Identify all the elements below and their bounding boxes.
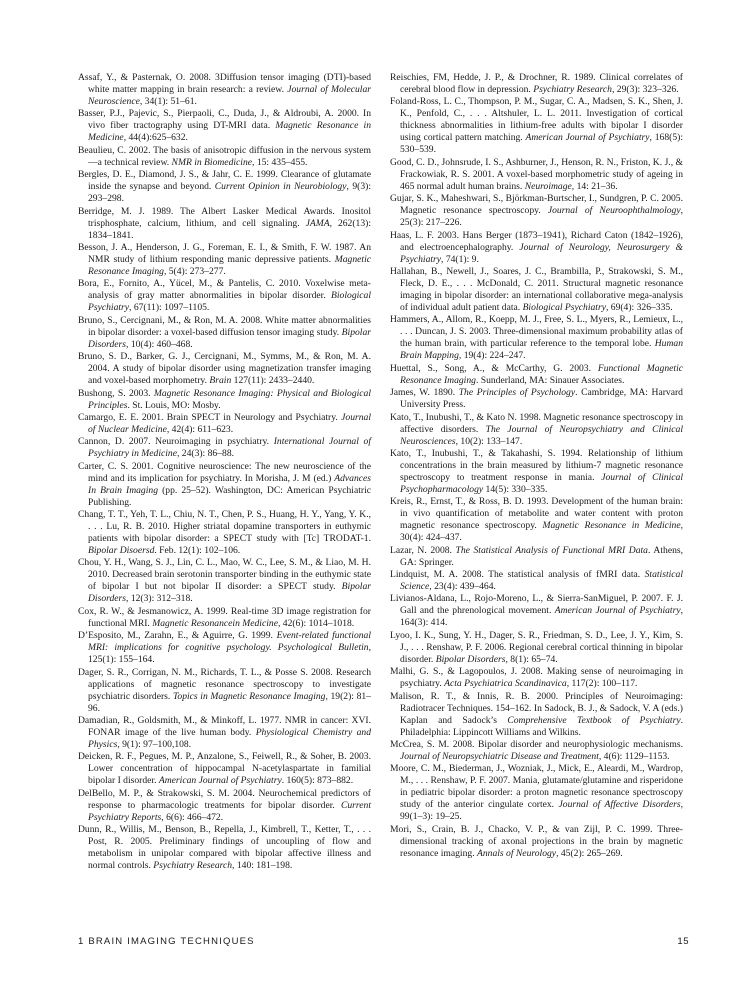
reference-citation-details: , 19(2): 81–96. — [88, 690, 371, 714]
reference-text: McCrea, S. M. 2008. Bipolar disorder and neurophysiologic mechanisms. — [390, 739, 683, 751]
reference-source-italic: Event-related functional MRI: implications for cognitive psychology. Psychological Bulletin — [88, 630, 372, 654]
page-footer — [78, 936, 689, 950]
reference-citation-details: , 42(4): 611–623. — [166, 423, 234, 435]
reference-entry — [390, 412, 683, 448]
reference-source-italic: Magnetic Resonance in Medicine — [88, 120, 372, 144]
reference-citation-details: , 23(4): 439–464. — [429, 581, 496, 593]
reference-citation-details: , 8(1): 65–74. — [505, 653, 558, 665]
reference-citation-details: . Philadelphia: Lippincott Williams and Wilkins. — [400, 714, 683, 738]
reference-source-italic: Journal of Affective Disorders — [558, 799, 681, 811]
reference-text: Dunn, R., Willis, M., Benson, B., Repella, J., Kimbrell, T., Ketter, T., . . . Post, R. 2005. Preliminary findings of uncoupling of flow and metabolism in unipolar compared with bipolar affective illness and normal controls. — [78, 824, 371, 872]
reference-entry — [390, 739, 683, 763]
reference-source-italic: Psychiatry Research — [533, 84, 612, 95]
reference-source-italic: American Journal of Psychiatry — [158, 775, 282, 787]
reference-entry — [390, 824, 683, 860]
page-number: 15 — [677, 936, 689, 947]
reference-entry — [390, 363, 683, 387]
reference-text: Bruno, S., Cercignani, M., & Ron, M. A. 2008. White matter abnormalities in bipolar disorder: a voxel-based diffusion tensor imaging study. — [78, 314, 371, 338]
reference-citation-details: , 42(6): 1014–1018. — [277, 617, 355, 629]
reference-entry — [78, 145, 371, 169]
reference-text: Camargo, E. E. 2001. Brain SPECT in Neurology and Psychiatry. — [78, 411, 342, 423]
reference-source-italic: Bipolar Disoersd — [88, 545, 155, 557]
reference-citation-details: , 14: 21–36. — [571, 180, 618, 192]
reference-source-italic: The Principles of Psychology — [458, 387, 576, 399]
reference-source-italic: Journal of Neuroophthalmology — [547, 205, 681, 217]
reference-citation-details: 127(11): 2433–2440. — [231, 375, 315, 387]
reference-entry — [78, 315, 371, 351]
reference-citation-details: , 15: 435–455. — [252, 156, 308, 168]
reference-source-italic: Functional Magnetic Resonance Imaging — [400, 362, 683, 386]
reference-source-italic: Psychiatry Research — [153, 860, 233, 872]
reference-citation-details: , 19(4): 224–247. — [458, 350, 526, 362]
reference-text: Kato, T., Inubushi, T., & Takahashi, S. 1994. Relationship of lithium concentrations in the brain measured by lithium-7 magnetic resonance spectroscopy to treatment response in mania. — [390, 447, 683, 483]
reference-entry — [78, 715, 371, 751]
reference-entry — [78, 351, 371, 387]
reference-text: Lazar, N. 2008. — [390, 544, 456, 556]
reference-source-italic: Comprehensive Textbook of Psychiatry — [507, 714, 681, 726]
reference-entry — [390, 593, 683, 629]
reference-entry — [390, 666, 683, 690]
reference-text: Kato, T., Inubushi, T., & Kato N. 1998. Magnetic resonance spectroscopy in affective disorders. — [390, 411, 683, 435]
reference-entry — [78, 824, 371, 872]
reference-entry — [390, 545, 683, 569]
reference-citation-details: , 34(1): 51–61. — [139, 96, 197, 107]
reference-citation-details: , 12(3): 312–318. — [126, 593, 193, 605]
reference-source-italic: Acta Psychiatrica Scandinavica — [444, 678, 567, 690]
reference-entry — [78, 388, 371, 412]
reference-entry — [390, 157, 683, 193]
reference-entry — [390, 96, 683, 156]
reference-source-italic: Biological Psychiatry — [88, 290, 371, 314]
reference-entry — [78, 630, 371, 666]
reference-citation-details: 14(5): 330–335. — [483, 483, 548, 495]
reference-entry — [78, 436, 371, 460]
reference-citation-details: , 9(3): 293–298. — [88, 181, 371, 205]
reference-text: Mori, S., Crain, B. J., Chacko, V. P., & van Zijl, P. C. 1999. Three-dimensional tracking of axonal projections in the brain by magnetic resonance imaging. — [390, 823, 683, 859]
reference-text: Bruno, S. D., Barker, G. J., Cercignani, M., Symms, M., & Ron, M. A. 2004. A study of bipolar disorder using magnetization transfer imaging and voxel-based morphometry. — [78, 351, 371, 387]
reference-source-italic: JAMA — [305, 217, 330, 229]
reference-citation-details: . St. Louis, MO: Mosby. — [127, 399, 221, 411]
running-footer-chapter: 1 BRAIN IMAGING TECHNIQUES — [78, 936, 255, 947]
reference-text: Reischies, FM, Hedde, J. P., & Drochner, R. 1989. Clinical correlates of cerebral blood flow in depression. — [390, 72, 683, 95]
reference-source-italic: Bipolar Disorders — [88, 326, 371, 350]
reference-entry — [390, 763, 683, 823]
reference-entry — [78, 509, 371, 557]
reference-source-italic: Current Opinion in Neurobiology — [214, 181, 347, 193]
reference-source-italic: NMR in Biomedicine — [171, 156, 253, 168]
reference-text: Moore, C. M., Biederman, J., Wozniak, J., Mick, E., Aleardi, M., Wardrop, M., . . . Renshaw, P. F. 2007. Mania, glutamate/glutamine and risperidone in pediatric bipolar disorder: a proton magnetic resonance spectroscopy study of the anterior cingulate cortex. — [390, 763, 683, 811]
reference-entry — [390, 387, 683, 411]
reference-source-italic: Human Brain Mapping — [400, 338, 683, 362]
reference-text: Damadian, R., Goldsmith, M., & Minkoff, L. 1977. NMR in cancer: XVI. FONAR image of the live human body. — [78, 715, 371, 739]
reference-text: Dager, S. R., Corrigan, N. M., Richards, T. L., & Posse S. 2008. Research applications of magnetic resonance spectroscopy to investigate psychiatric disorders. — [78, 666, 371, 702]
reference-source-italic: Physiological Chemistry and Physics — [88, 727, 372, 751]
reference-text: Chang, T. T., Yeh, T. L., Chiu, N. T., Chen, P. S., Huang, H. Y., Yang, Y. K., . . . Lu, R. B. 2010. Higher striatal dopamine transporters in euthymic patients with bipolar disorder: a SPECT study with [Tc] TRODAT-1. — [78, 509, 371, 545]
reference-entry — [390, 314, 683, 362]
reference-entry — [78, 606, 371, 630]
reference-source-italic: Magnetic Resonance Imaging: Physical and Biological Principles — [88, 387, 371, 411]
reference-citation-details: . 160(5): 873–882. — [281, 775, 354, 787]
reference-text: Carter, C. S. 2001. Cognitive neuroscience: The new neuroscience of the mind and its implication for psychiatry. In Morisha, J. M (ed.) — [78, 460, 371, 484]
reference-citation-details: , 99(1–3): 19–25. — [400, 799, 683, 823]
reference-text: Gujar, S. K., Maheshwari, S., Björkman-Burtscher, I., Sundgren, P. C. 2005. Magnetic resonance spectroscopy. — [390, 193, 683, 217]
reference-text: Bushong, S. 2003. — [78, 387, 154, 399]
reference-citation-details: , 29(3): 323–326. — [611, 84, 679, 95]
reference-citation-details: . Feb. 12(1): 102–106. — [154, 545, 241, 557]
reference-source-italic: American Journal of Psychiatry — [525, 132, 650, 144]
reference-citation-details: , 74(1): 9. — [441, 253, 479, 265]
reference-source-italic: Current Psychiatry Reports — [88, 799, 371, 823]
reference-text: Chou, Y. H., Wang, S. J., Lin, C. L., Mao, W. C., Lee, S. M., & Liao, M. H. 2010. Decreased brain serotonin transporter binding in the euthymic state of bipolar I but not bipolar II disorder: a SPECT study. — [78, 557, 371, 593]
reference-entry — [78, 461, 371, 509]
reference-citation-details: , 125(1): 155–164. — [88, 642, 371, 666]
reference-citation-details: . Sunderland, MA: Sinauer Associates. — [475, 374, 625, 386]
reference-text: Basser, P.J., Pajevic, S., Pierpaoli, C., Duda, J., & Aldroubi, A. 2000. In vivo fiber tractography using DT-MRI data. — [78, 108, 371, 132]
reference-citation-details: , 44(4):625–632. — [123, 132, 188, 144]
reference-entry — [390, 691, 683, 739]
reference-text: Hallahan, B., Newell, J., Soares, J. C., Brambilla, P., Strakowski, S. M., Fleck, D. E., . . . McDonald, C. 2011. Structural magnetic resonance imaging in bipolar disorder: an international collaborative mega-analysis of individual adult patient data. — [390, 265, 683, 313]
reference-entry — [78, 278, 371, 314]
reference-column-right — [390, 72, 683, 860]
reference-source-italic: American Journal of Psychiatry — [554, 605, 681, 617]
reference-source-italic: Neuroimage — [524, 180, 572, 192]
reference-entry — [78, 751, 371, 787]
reference-entry — [390, 569, 683, 593]
reference-source-italic: Journal of Clinical Psychopharmacology — [400, 471, 683, 495]
reference-citation-details: , 164(3): 414. — [400, 605, 683, 629]
reference-citation-details: , 30(4): 424–437. — [400, 520, 683, 544]
reference-citation-details: , 117(2): 100–117. — [566, 678, 638, 690]
reference-text: Kreis, R., Ernst, T., & Ross, B. D. 1993. Development of the human brain: in vivo quantification of metabolite and water content with proton magnetic resonance spectroscopy. — [390, 496, 683, 532]
reference-text: Beaulieu, C. 2002. The basis of anisotropic diffusion in the nervous system—a technical review. — [78, 144, 371, 168]
reference-entry — [78, 242, 371, 278]
reference-entry — [390, 193, 683, 229]
reference-source-italic: The Statistical Analysis of Functional MRI Data — [455, 544, 648, 556]
reference-text: Hammers, A., Allom, R., Koepp, M. J., Free, S. L., Myers, R., Lemieux, L., . . . Duncan, J. S. 2003. Three-dimensional maximum probability atlas of the human brain, with particular reference to the temporal lobe. — [390, 314, 683, 350]
reference-entry — [390, 448, 683, 496]
reference-citation-details: , 10(4): 460–468. — [126, 338, 193, 350]
reference-text: Berridge, M. J. 1989. The Albert Lasker Medical Awards. Inositol trisphosphate, calcium, lithium, and cell signaling. — [78, 205, 371, 229]
reference-source-italic: Brain — [209, 375, 232, 387]
reference-source-italic: Magnetic Resonance Imaging — [88, 253, 371, 277]
reference-entry — [78, 108, 371, 144]
reference-text: Lyoo, I. K., Sung, Y. H., Dager, S. R., Friedman, S. D., Lee, J. Y., Kim, S. J., . . . Renshaw, P. F. 2006. Regional cerebral cortical thinning in bipolar disorder. — [390, 629, 683, 665]
reference-text: Deicken, R. F., Pegues, M. P., Anzalone, S., Feiwell, R., & Soher, B. 2003. Lower concentration of hippocampal N-acetylaspartate in familial bipolar I disorder. — [78, 751, 371, 787]
reference-source-italic: Bipolar Disorders — [435, 653, 506, 665]
reference-text: Bora, E., Fornito, A., Yücel, M., & Pantelis, C. 2010. Voxelwise meta-analysis of gray matter abnormalities in bipolar disorder. — [78, 278, 371, 302]
reference-citation-details: , 9(1): 97–100,108. — [117, 739, 192, 751]
reference-entry — [78, 72, 371, 108]
reference-citation-details: , 67(11): 1097–1105. — [129, 302, 210, 314]
reference-entry — [78, 169, 371, 205]
reference-entry — [78, 412, 371, 436]
reference-entry — [78, 788, 371, 824]
reference-source-italic: Journal of Neuropsychiatric Disease and Treatment — [400, 751, 599, 763]
reference-citation-details: , 262(13): 1834–1841. — [88, 217, 371, 241]
reference-text: Cox, R. W., & Jesmanowicz, A. 1999. Real-time 3D image registration for functional MRI. — [78, 605, 371, 629]
reference-citation-details: , 140: 181–198. — [232, 860, 293, 872]
reference-text: Bergles, D. E., Diamond, J. S., & Jahr, C. E. 1999. Clearance of glutamate inside the synapse and beyond. — [78, 169, 371, 193]
reference-source-italic: Journal of Nuclear Medicine — [88, 411, 371, 435]
reference-entry — [390, 266, 683, 314]
reference-entry — [78, 667, 371, 715]
reference-source-italic: Bipolar Disorders — [88, 581, 371, 605]
reference-citation-details: . Athens, GA: Springer. — [400, 544, 684, 568]
reference-text: Huettal, S., Song, A., & McCarthy, G. 2003. — [390, 362, 598, 374]
reference-text: Malhi, G. S., & Lagopoulos, J. 2008. Making sense of neuroimaging in psychiatry. — [390, 666, 683, 690]
reference-source-italic: Topics in Magnetic Resonance Imaging — [172, 690, 326, 702]
reference-text: Lindquist, M. A. 2008. The statistical analysis of fMRI data. — [390, 569, 645, 581]
reference-source-italic: The Journal of Neuropsychiatry and Clinical Neurosciences — [400, 423, 683, 447]
reference-source-italic: Journal of Neurology, Neurosurgery & Psychiatry — [400, 241, 683, 265]
reference-citation-details: , 168(5): 530–539. — [400, 132, 683, 156]
reference-source-italic: Statistical Science — [400, 569, 683, 593]
reference-source-italic: International Journal of Psychiatry in Medicine — [88, 436, 371, 460]
reference-column-left — [78, 72, 371, 873]
reference-entry — [390, 630, 683, 666]
reference-citation-details: , 45(2): 265–269. — [556, 847, 623, 859]
reference-text: Livianos-Aldana, L., Rojo-Moreno, L., & Sierra-SanMiguel, P. 2007. F. J. Gall and the phrenological movement. — [390, 593, 683, 617]
reference-text: Malison, R. T., & Innis, R. B. 2000. Principles of Neuroimaging: Radiotracer Techniques. 154–162. In Sadock, B. J., & Sadock, V. A (eds.) Kaplan and Sadock’s — [390, 690, 683, 726]
reference-source-italic: Advances In Brain Imaging — [88, 472, 371, 496]
reference-source-italic: Biological Psychiatry — [522, 301, 606, 313]
reference-citation-details: , 24(3): 86–88. — [176, 448, 235, 460]
reference-text: DelBello, M. P., & Strakowski, S. M. 2004. Neurochemical predictors of response to pharmacologic treatments for bipolar disorder. — [78, 787, 371, 811]
reference-source-italic: Magnetic Resonance in Medicine — [542, 520, 681, 532]
reference-citation-details: (pp. 25–52). Washington, DC: American Psychiatric Publishing. — [88, 484, 372, 508]
reference-text: Assaf, Y., & Pasternak, O. 2008. 3Diffusion tensor imaging (DTI)-based white matter mapping in brain research: a review. — [78, 72, 371, 95]
reference-citation-details: , 69(4): 326–335. — [605, 301, 673, 313]
reference-source-italic: Annals of Neurology — [477, 847, 557, 859]
reference-citation-details: , 4(6): 1129–1153. — [598, 751, 670, 763]
reference-entry — [78, 557, 371, 605]
reference-citation-details: , 6(6): 466–472. — [161, 811, 224, 823]
reference-citation-details: , 25(3): 217–226. — [400, 205, 684, 229]
reference-entry — [390, 230, 683, 266]
reference-text: Besson, J. A., Henderson, J. G., Foreman, E. I., & Smith, F. W. 1987. An NMR study of lithium responding manic depressive patients. — [78, 241, 371, 265]
reference-text: Haas, L. F. 2003. Hans Berger (1873–1941), Richard Caton (1842–1926), and electroencephalography. — [390, 229, 683, 253]
reference-entry — [390, 72, 683, 96]
reference-entry — [390, 496, 683, 544]
reference-text: Foland-Ross, L. C., Thompson, P. M., Sugar, C. A., Madsen, S. K., Shen, J. K., Penfold, C., . . . Altshuler, L. L. 2011. Investigation of cortical thickness abnormalities in lithium-free adults with bipolar I disorder using cortical pattern matching. — [390, 96, 683, 144]
reference-text: James, W. 1890. — [390, 387, 459, 399]
reference-source-italic: Journal of Molecular Neuroscience — [88, 84, 371, 107]
reference-entry — [78, 206, 371, 242]
reference-text: Cannon, D. 2007. Neuroimaging in psychiatry. — [78, 436, 274, 448]
reference-citation-details: , 10(2): 133–147. — [455, 435, 523, 447]
reference-citation-details: . Cambridge, MA: Harvard University Press. — [400, 387, 683, 411]
reference-text: D’Esposito, M., Zarahn, E., & Aguirre, G. 1999. — [78, 630, 277, 642]
reference-text: Good, C. D., Johnsrude, I. S., Ashburner, J., Henson, R. N., Friston, K. J., & Frackowiak, R. S. 2001. A voxel-based morphometric study of ageing in 465 normal adult human brains. — [390, 156, 683, 192]
reference-source-italic: Magnetic Resonancein Medicine — [152, 617, 278, 629]
reference-citation-details: , 5(4): 273–277. — [163, 265, 226, 277]
